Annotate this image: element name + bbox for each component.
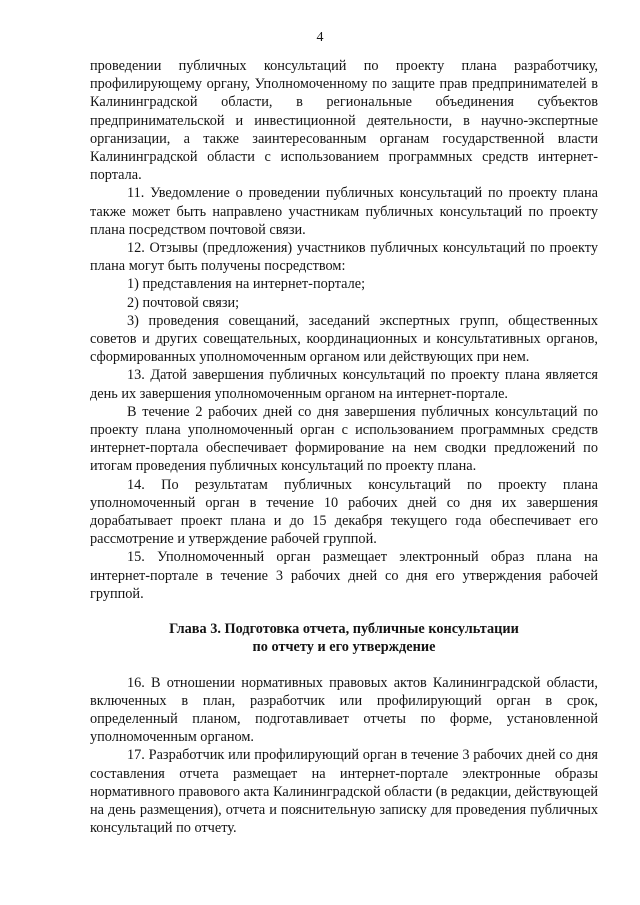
chapter-title-line-1: Глава 3. Подготовка отчета, публичные консультации	[169, 621, 519, 638]
paragraph-17: 17. Разработчик или профилирующий орган в течение 3 рабочих дней со дня составления отчета размещает на интернет-портале электронные образы нормативного правового акта Калининградской области (в редакции, действующей на день размещения), отчета и пояснительную записку для проведения публичных консультаций по отчету.	[90, 747, 598, 837]
paragraphs-after	[90, 674, 598, 838]
chapter-title-line-2: по отчету и его утверждение	[252, 639, 436, 656]
paragraph-12: 12. Отзывы (предложения) участников публичных консультаций по проекту плана могут быть получены посредством:	[90, 240, 598, 275]
paragraph-15: 15. Уполномоченный орган размещает электронный образ плана на интернет-портале в течение 3 рабочих дней со дня его утверждения рабочей группой.	[90, 549, 598, 602]
paragraph-16: 16. В отношении нормативных правовых актов Калининградской области, включенных в план, разработчик или профилирующий орган в срок, определенный планом, подготавливает отчеты по форме, установленной уполномоченным органом.	[90, 674, 598, 746]
paragraph-14: 14. По результатам публичных консультаций по проекту плана уполномоченный орган в течение 10 рабочих дней со дня их завершения дорабатывает проект плана и до 15 декабря текущего года обеспечивает его рассмотрение и утверждение рабочей группой.	[90, 476, 598, 548]
paragraph-11: 11. Уведомление о проведении публичных консультаций по проекту плана также может быть направлено участникам публичных консультаций по проекту плана посредством почтовой связи.	[90, 185, 598, 238]
list-item-2: 2) почтовой связи;	[127, 294, 240, 311]
paragraph-13: 13. Датой завершения публичных консультаций по проекту плана является день их завершения уполномоченным органом на интернет-портале.	[90, 367, 598, 402]
page-number: 4	[316, 30, 324, 45]
list-item-1: 1) представления на интернет-портале;	[127, 276, 366, 293]
paragraph-13-continued: В течение 2 рабочих дней со дня завершения публичных консультаций по проекту плана уполномоченный орган с использованием программных средств интернет-портала обеспечивает формирование на нем сводки предложений по итогам проведения публичных консультаций по проекту плана.	[90, 403, 598, 475]
document-body	[90, 57, 598, 837]
paragraph: проведении публичных консультаций по проекту плана разработчику, профилирующему органу, Уполномоченному по защите прав предпринимателей в Калининградской области, в региональные объединения субъектов предпринимательской и инвестиционной деятельности, в научно-экспертные организации, а также заинтересованным органам государственной власти Калининградской области с использованием программных средств интернет-портала.	[90, 58, 598, 184]
chapter-title	[90, 620, 598, 656]
paragraphs-before	[90, 57, 598, 603]
list-item-3: 3) проведения совещаний, заседаний экспертных групп, общественных советов и других совещательных, координационных и консультативных органов, сформированных уполномоченным органом или действующих при нем.	[90, 312, 598, 366]
